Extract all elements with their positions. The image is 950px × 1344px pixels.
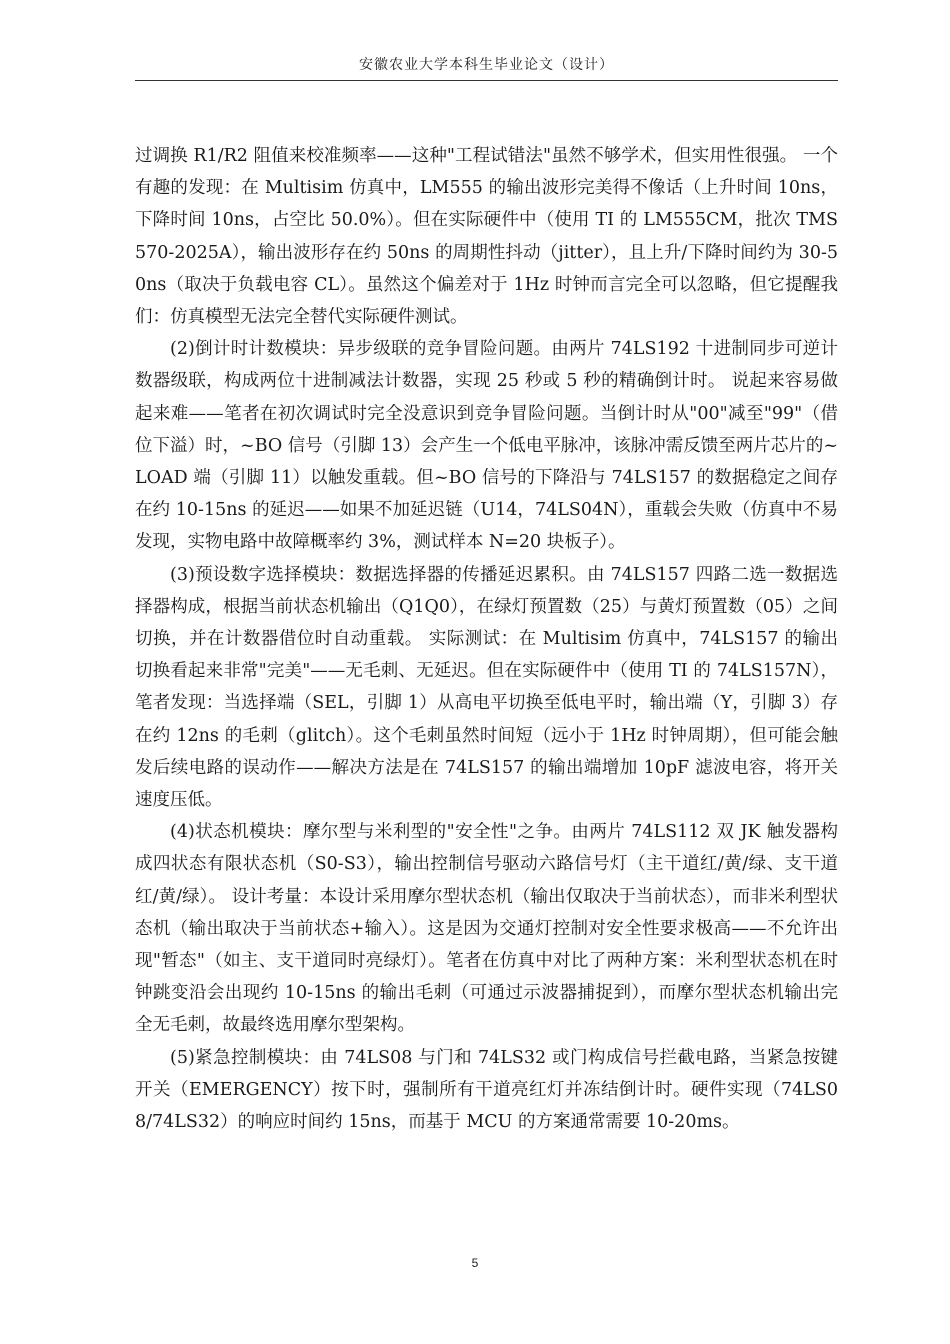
- paragraph-emergency-module: (5)紧急控制模块：由 74LS08 与门和 74LS32 或门构成信号拦截电路，当紧急按键开关（EMERGENCY）按下时，强制所有干道亮红灯并冻结倒计时。硬件实现（74LS08/74LS32）的响应时间约 15ns，而基于 MCU 的方案通常需要 10-20ms。: [135, 1047, 838, 1133]
- paragraph-state-machine-module: (4)状态机模块：摩尔型与米利型的"安全性"之争。由两片 74LS112 双 JK 触发器构成四状态有限状态机（S0-S3），输出控制信号驱动六路信号灯（主干道红/黄/绿、支干道红/黄/绿）。 设计考量：本设计采用摩尔型状态机（输出仅取决于当前状态），而非米利型状态机（输出取决于当前状态+输入）。这是因为交通灯控制对安全性要求极高——不允许出现"暂态"（如主、支干道同时亮绿灯）。笔者在仿真中对比了两种方案：米利型状态机在时钟跳变沿会出现约 10-15ns 的输出毛刺（可通过示波器捕捉到），而摩尔型状态机输出完全无毛刺，故最终选用摩尔型架构。: [135, 822, 838, 1036]
- running-header: 安徽农业大学本科生毕业论文（设计）: [359, 57, 614, 73]
- paragraph-continuation: 过调换 R1/R2 阻值来校准频率——这种"工程试错法"虽然不够学术，但实用性很强。 一个有趣的发现：在 Multisim 仿真中，LM555 的输出波形完美得不像话（上升时间 10ns，下降时间 10ns，占空比 50.0%）。但在实际硬件中（使用 TI 的 LM555CM，批次 TMS570-2025A），输出波形存在约 50ns 的周期性抖动（jitter），且上升/下降时间约为 30-50ns（取决于负载电容 CL）。虽然这个偏差对于 1Hz 时钟而言完全可以忽略，但它提醒我们：仿真模型无法完全替代实际硬件测试。: [135, 146, 838, 328]
- paragraph-preset-selector-module: (3)预设数字选择模块：数据选择器的传播延迟累积。由 74LS157 四路二选一数据选择器构成，根据当前状态机输出（Q1Q0），在绿灯预置数（25）与黄灯预置数（05）之间切换，并在计数器借位时自动重载。 实际测试：在 Multisim 仿真中，74LS157 的输出切换看起来非常"完美"——无毛刺、无延迟。但在实际硬件中（使用 TI 的 74LS157N），笔者发现：当选择端（SEL，引脚 1）从高电平切换至低电平时，输出端（Y，引脚 3）存在约 12ns 的毛刺（glitch）。这个毛刺虽然时间短（远小于 1Hz 时钟周期），但可能会触发后续电路的误动作——解决方法是在 74LS157 的输出端增加 10pF 滤波电容，将开关速度压低。: [135, 564, 838, 811]
- body-text: [135, 140, 838, 1138]
- paragraph-countdown-module: (2)倒计时计数模块：异步级联的竞争冒险问题。由两片 74LS192 十进制同步可逆计数器级联，构成两位十进制减法计数器，实现 25 秒或 5 秒的精确倒计时。 说起来容易做起来难——笔者在初次调试时完全没意识到竞争冒险问题。当倒计时从"00"减至"99"（借位下溢）时，~BO 信号（引脚 13）会产生一个低电平脉冲，该脉冲需反馈至两片芯片的~LOAD 端（引脚 11）以触发重载。但~BO 信号的下降沿与 74LS157 的数据稳定之间存在约 10-15ns 的延迟——如果不加延迟链（U14，74LS04N），重载会失败（仿真中不易发现，实物电路中故障概率约 3%，测试样本 N=20 块板子）。: [135, 339, 838, 553]
- page-number: 5: [471, 1256, 479, 1270]
- header-divider: [135, 80, 838, 81]
